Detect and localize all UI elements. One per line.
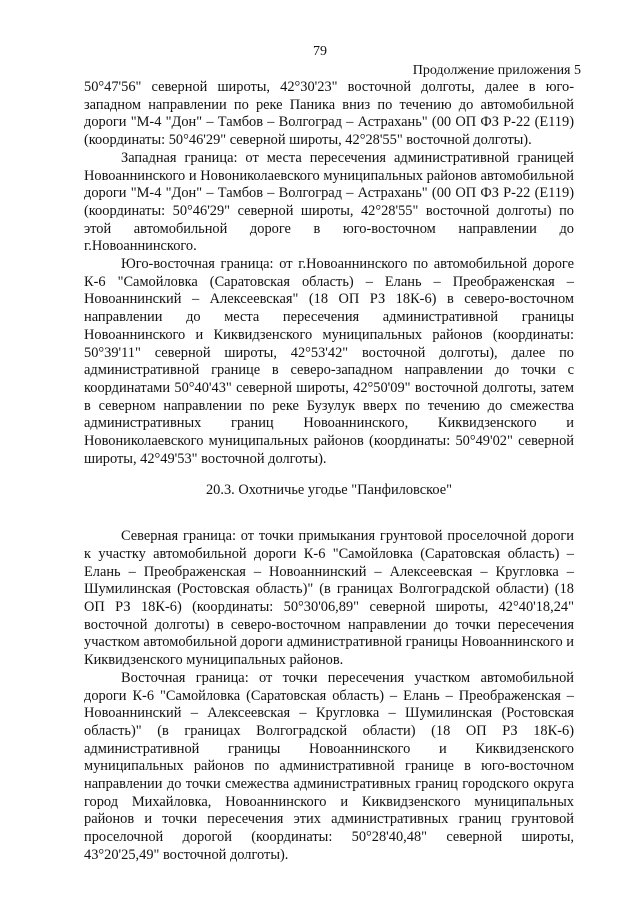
appendix-continuation-note: Продолжение приложения 5 — [412, 63, 581, 78]
paragraph-southeastern-boundary: Юго-восточная граница: от г.Новоаннинского по автомобильной дороге К-6 "Самойловка (Саратовская область) – Елань – Преображенская – Новоаннинский – Алексеевская" (18 ОП РЗ 18К-6) в северо-восточном направлении до места пересечения административной границы Новоаннинского и Киквидзенского муниципальных районов (координаты: 50°39'11" северной широты, 42°53'42" восточной долготы), далее по административной границе в северо-западном направлении до точки с координатами 50°40'43" северной широты, 42°50'09" восточной долготы, затем в северном направлении по реке Бузулук вверх по течению до смежества административных границ Новоаннинского, Киквидзенского и Новониколаевского муниципальных районов (координаты: 50°49'02" северной широты, 42°49'53" восточной долготы). — [84, 256, 574, 467]
paragraph-western-boundary: Западная граница: от места пересечения административной границей Новоаннинского и Новониколаевского муниципальных районов автомобильной дороги "М-4 "Дон" – Тамбов – Волгоград – Астрахань" (00 ОП ФЗ Р-22 (Е119) (координаты: 50°46'29" северной широты, 42°28'55" восточной долготы) по этой автомобильной дороге в юго-восточном направлении до г.Новоаннинского. — [84, 149, 574, 255]
paragraph-eastern-boundary: Восточная граница: от точки пересечения участком автомобильной дороги К-6 "Самойловка (Саратовская область) – Елань – Преображенская – Новоаннинский – Алексеевская – Кругловка – Шумилинская (Ростовская область)" (в границах Волгоградской области) (18 ОП РЗ 18К-6) административной границы Новоаннинского и Киквидзенского муниципальных районов по административной границе в юго-восточном направлении до точки смежества административных границ городского округа город Михайловка, Новоаннинского и Киквидзенского муниципальных районов и точки пересечения этих административных границ грунтовой проселочной дорогой (координаты: 50°28'40,48" северной широты, 43°20'25,49" восточной долготы). — [84, 669, 574, 863]
section-heading: 20.3. Охотничье угодье "Панфиловское" — [205, 482, 453, 499]
page-number: 79 — [313, 44, 327, 59]
document-body — [84, 79, 574, 865]
paragraph-continued-boundary: 50°47'56" северной широты, 42°30'23" восточной долготы, далее в юго-западном направлении по реке Паника вниз по течению до автомобильной дороги "М-4 "Дон" – Тамбов – Волгоград – Астрахань" (00 ОП ФЗ Р-22 (Е119) (координаты: 50°46'29" северной широты, 42°28'55" восточной долготы). — [84, 79, 574, 149]
paragraph-northern-boundary: Северная граница: от точки примыкания грунтовой проселочной дороги к участку автомобильной дороги К-6 "Самойловка (Саратовская область) – Елань – Преображенская – Новоаннинский – Алексеевская – Кругловка – Шумилинская (Ростовская область)" (в границах Волгоградской области) (18 ОП РЗ 18К-6) (координаты: 50°30'06,89" северной широты, 42°40'18,24" восточной долготы) в северо-восточном направлении до точки пересечения участком автомобильной дороги административной границы Новоаннинского и Киквидзенского муниципальных районов. — [84, 528, 574, 669]
